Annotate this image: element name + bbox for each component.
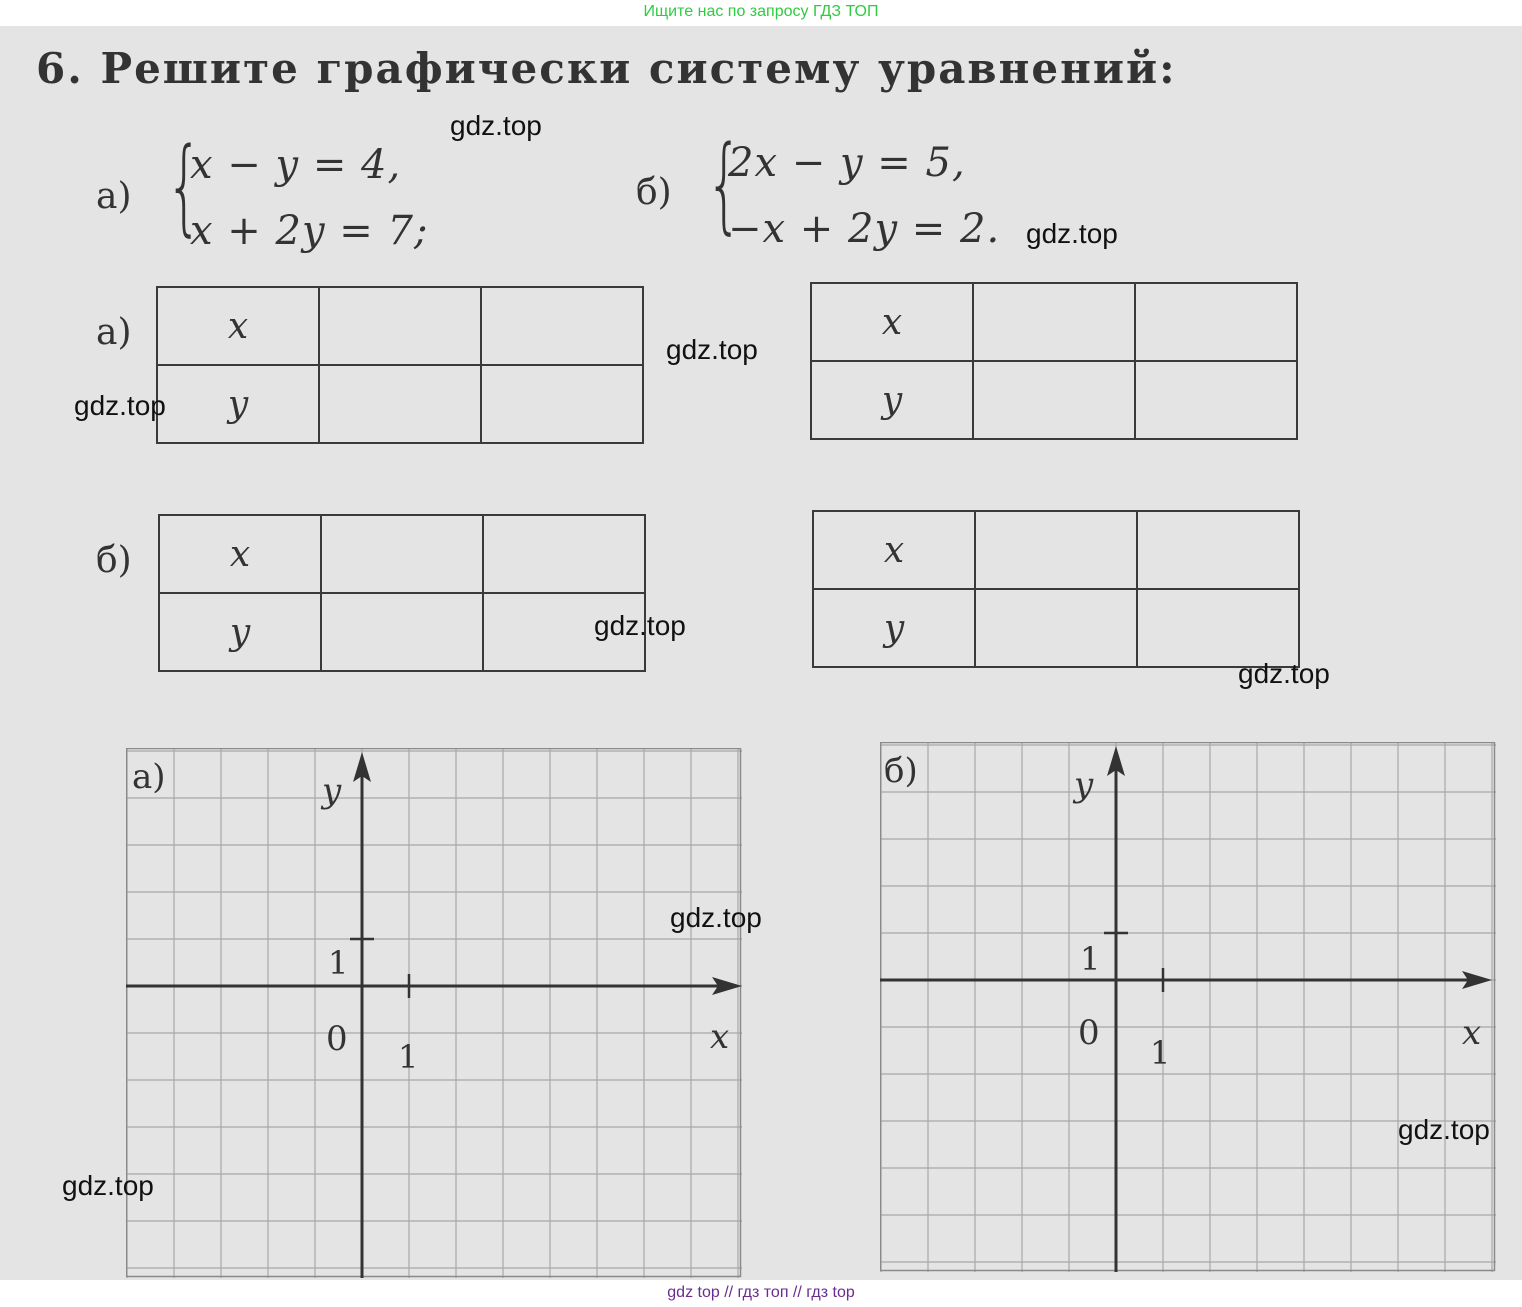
table-row (813, 589, 1299, 667)
graph-b-label: б) (884, 751, 918, 791)
value-table-a2 (810, 282, 1298, 440)
table-cell[interactable] (481, 287, 643, 365)
table-cell[interactable] (1137, 589, 1299, 667)
graph-a-label: а) (132, 757, 166, 797)
table-row (157, 365, 643, 443)
table-cell[interactable] (319, 365, 481, 443)
table-row (811, 283, 1297, 361)
table-cell[interactable] (1137, 511, 1299, 589)
table-row (159, 515, 645, 593)
y-axis-label: y (322, 771, 342, 811)
table-header-y: y (159, 593, 321, 671)
system-a-eq2: x + 2y = 7; (190, 208, 429, 254)
watermark: gdz.top (1238, 658, 1330, 689)
tables-a-label: а) (96, 312, 132, 353)
table-header-x: x (811, 283, 973, 361)
table-row (157, 287, 643, 365)
watermark: gdz.top (62, 1170, 154, 1201)
table-header-x: x (159, 515, 321, 593)
system-b-eq2: −x + 2y = 2. (728, 206, 1001, 252)
exercise-title (36, 44, 1177, 93)
table-cell[interactable] (1135, 283, 1297, 361)
watermark: gdz.top (450, 110, 542, 141)
textbook-page-scan (0, 26, 1522, 1280)
table-cell[interactable] (321, 593, 483, 671)
grid-border (881, 743, 1495, 1271)
system-a-eq1: x − y = 4, (190, 142, 402, 188)
grid-lines (880, 742, 1496, 1272)
table-cell[interactable] (975, 511, 1137, 589)
table-cell[interactable] (975, 589, 1137, 667)
origin-label: 0 (1078, 1013, 1100, 1053)
table-cell[interactable] (483, 515, 645, 593)
table-header-y: y (813, 589, 975, 667)
system-a-brace: { (166, 125, 203, 247)
table-row (813, 511, 1299, 589)
table-header-y: y (811, 361, 973, 439)
x-axis-label: x (710, 1017, 730, 1057)
top-banner[interactable]: Ищите нас по запросу ГДЗ ТОП (643, 3, 879, 20)
watermark: gdz.top (74, 390, 166, 421)
table-header-y: y (157, 365, 319, 443)
table-cell[interactable] (973, 361, 1135, 439)
watermark: gdz.top (670, 902, 762, 933)
system-b-brace: { (706, 123, 743, 245)
x-axis-label: x (1462, 1013, 1482, 1053)
x-unit-label: 1 (1150, 1034, 1171, 1072)
table-header-x: x (157, 287, 319, 365)
table-row (811, 361, 1297, 439)
grid-lines (126, 748, 742, 1278)
coordinate-grid-b[interactable] (880, 742, 1496, 1272)
y-unit-label: 1 (1080, 940, 1101, 978)
system-a-label: а) (96, 176, 132, 217)
value-table-b2 (812, 510, 1300, 668)
value-table-a1 (156, 286, 644, 444)
system-b-eq1: 2x − y = 5, (728, 140, 966, 186)
x-unit-label: 1 (398, 1038, 419, 1076)
exercise-number: 6. (36, 44, 84, 93)
table-cell[interactable] (319, 287, 481, 365)
tables-b-label: б) (96, 540, 132, 581)
y-axis-label: y (1074, 765, 1094, 805)
y-unit-label: 1 (328, 944, 349, 982)
watermark: gdz.top (1398, 1114, 1490, 1145)
table-cell[interactable] (481, 365, 643, 443)
table-row (159, 593, 645, 671)
table-header-x: x (813, 511, 975, 589)
origin-label: 0 (326, 1019, 348, 1059)
watermark: gdz.top (1026, 218, 1118, 249)
watermark: gdz.top (666, 334, 758, 365)
bottom-banner[interactable]: gdz top // гдз топ // гдз top (667, 1284, 855, 1301)
exercise-text: Решите графически систему уравнений: (100, 44, 1177, 93)
system-b-label: б) (636, 172, 672, 213)
table-cell[interactable] (973, 283, 1135, 361)
grid-border (127, 749, 741, 1277)
watermark: gdz.top (594, 610, 686, 641)
table-cell[interactable] (1135, 361, 1297, 439)
value-table-b1 (158, 514, 646, 672)
coordinate-grid-a[interactable] (126, 748, 742, 1278)
table-cell[interactable] (321, 515, 483, 593)
